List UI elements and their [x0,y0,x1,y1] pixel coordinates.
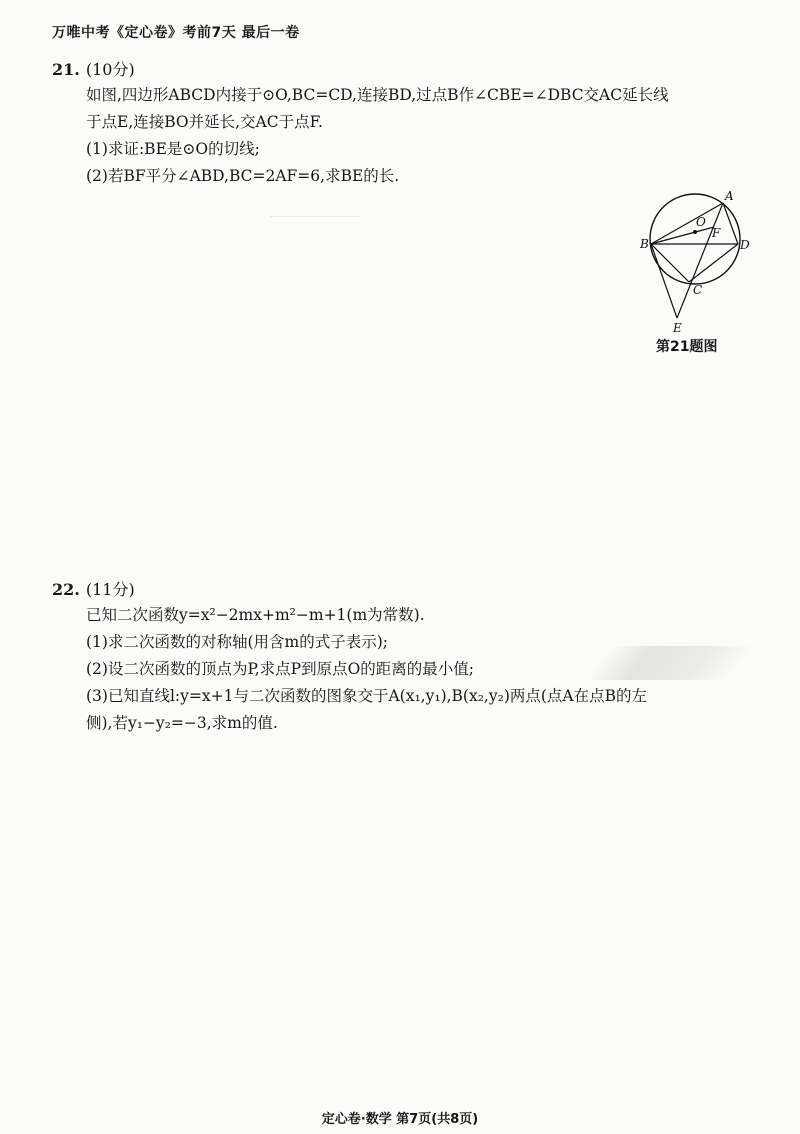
segment-bf [651,227,714,244]
question-22-part-3: (3)已知直线l:y=x+1与二次函数的图象交于A(x₁,y₁),B(x₂,y₂)两点(点A在点B的左 [86,687,648,705]
question-22-part-1: (1)求二次函数的对称轴(用含m的式子表示); [86,633,388,651]
page-header: 万唯中考《定心卷》考前7天 最后一卷 [52,25,300,41]
question-22-part-2: (2)设二次函数的顶点为P,求点P到原点O的距离的最小值; [86,660,475,678]
label-f: F [712,226,721,240]
question-21-part-2: (2)若BF平分∠ABD,BC=2AF=6,求BE的长. [86,167,400,185]
question-21-line-2: 于点E,连接BO并延长,交AC于点F. [86,113,323,131]
question-21-score: (10分) [85,60,135,79]
segment-be [651,244,677,318]
page-footer: 定心卷·数学 第7页(共8页) [321,1112,479,1127]
label-e: E [673,321,682,335]
question-21-line-1: 如图,四边形ABCD内接于⊙O,BC=CD,连接BD,过点B作∠CBE=∠DBC交AC延长线 [86,86,669,104]
question-21 [52,58,752,190]
question-21-number: 21. [52,60,80,79]
question-22-part-3-cont: 侧),若y₁−y₂=−3,求m的值. [86,714,278,732]
figure-caption: 第21题图 [656,339,718,355]
circle-o [650,194,740,284]
segment-cd [689,244,738,282]
question-21-figure [640,186,750,356]
question-22-score: (11分) [85,580,135,599]
scan-smudge [590,646,750,680]
question-22-line-1: 已知二次函数y=x²−2mx+m²−m+1(m为常数). [86,606,425,624]
scan-artifact [270,206,360,217]
segment-da [723,203,738,244]
question-21-part-1: (1)求证:BE是⊙O的切线; [86,140,260,158]
label-d: D [740,238,750,252]
point-o [693,230,697,234]
question-22-number: 22. [52,580,80,599]
label-o: O [696,215,706,229]
label-c: C [693,283,703,297]
question-21-heading [52,58,752,82]
label-b: B [640,237,649,251]
label-a: A [725,189,734,203]
question-22-heading [52,578,752,602]
